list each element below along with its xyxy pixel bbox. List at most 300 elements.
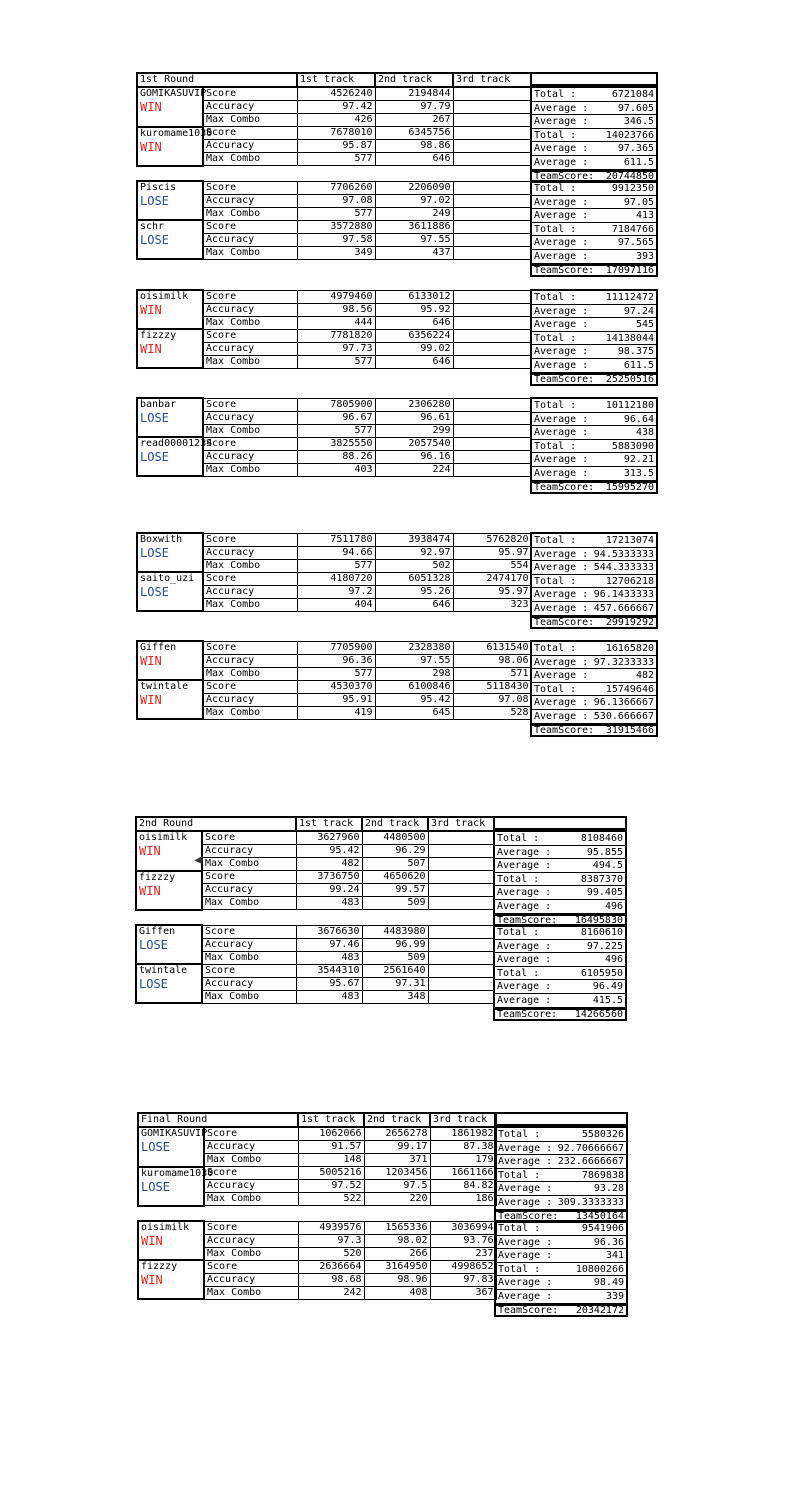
stat-value: 2206090 [375,181,453,194]
stat-value: 98.02 [364,1234,430,1247]
stat-value: 577 [297,153,375,166]
stat-label: Score [204,1127,298,1141]
player-name: fizzzy [140,330,177,341]
stat-label: Max Combo [203,355,297,368]
stat-value: 6356224 [375,329,453,342]
team-table [136,397,532,477]
stat-label: Accuracy [203,101,297,114]
table-row [137,329,531,342]
summary-value: 99.405 [586,887,623,899]
stat-value: 96.67 [297,411,375,424]
player-name: GOMIKASUVIP [140,88,207,99]
summary-row [532,710,656,724]
stat-value: 98.68 [298,1273,364,1286]
table-row [137,290,531,303]
team-table [137,1220,497,1300]
stat-value [453,437,531,450]
stat-label: Accuracy [204,1180,298,1193]
summary-row [532,588,656,602]
table-row [136,871,494,884]
table-row [138,1260,496,1273]
result-badge: WIN [140,342,162,356]
stat-value: 6133012 [375,290,453,303]
team-score-label: TeamScore: [534,724,595,736]
summary-row [532,467,656,481]
stat-label: Score [203,572,297,585]
stat-value: 4939576 [298,1221,364,1234]
stat-value: 426 [297,114,375,127]
player-name: oisimilk [140,291,189,302]
summary-row [496,1249,626,1263]
summary-value: 346.5 [623,116,654,128]
result-badge: WIN [141,1234,163,1248]
summary-label: Average : [497,981,552,993]
stat-label: Score [203,181,297,194]
team-score-box [493,1007,627,1021]
summary-header [493,816,627,830]
team-table [136,532,532,612]
summary-value: 309.3333333 [557,1196,624,1208]
summary-row [495,967,625,981]
player-name: oisimilk [139,832,188,843]
stat-value: 4483980 [362,925,428,938]
stat-value: 2561640 [362,964,428,977]
stat-value: 95.97 [453,585,531,598]
stat-value: 87.38 [430,1141,496,1154]
summary-label: Total : [534,129,577,141]
track-header: 1st track [297,73,375,87]
stat-value: 7805900 [297,398,375,411]
summary-value: 530.666667 [593,710,654,722]
result-badge: LOSE [141,1140,170,1154]
stat-value: 249 [375,207,453,220]
stat-label: Max Combo [203,598,297,611]
stat-label: Score [204,1167,298,1180]
stat-value: 95.42 [375,693,453,706]
summary-value: 97.365 [617,143,654,155]
stat-label: Accuracy [202,977,296,990]
summary-row [532,318,656,332]
stat-label: Accuracy [203,303,297,316]
player-name: kuromame1030 [141,1167,214,1179]
stat-value: 95.91 [297,693,375,706]
summary-label: Average : [534,413,589,425]
summary-row [496,1128,626,1142]
summary-value: 496 [604,954,623,966]
stat-label: Accuracy [202,845,296,858]
stat-value [428,990,494,1003]
summary-row [532,602,656,616]
stat-value: 577 [297,355,375,368]
stat-value: 483 [296,897,362,910]
team-score-label: TeamScore: [534,373,595,385]
summary-value: 10112180 [605,400,654,411]
summary-row [496,1155,626,1169]
stat-label: Score [202,871,296,884]
stat-label: Score [204,1260,298,1273]
stat-value: 3036994 [430,1221,496,1234]
stat-value: 554 [453,559,531,572]
stat-label: Max Combo [203,207,297,220]
summary-label: Average : [534,210,589,222]
summary-label: Total : [534,440,577,452]
stat-value: 7781820 [297,329,375,342]
stat-label: Max Combo [203,667,297,680]
stat-value [453,207,531,220]
result-badge: LOSE [139,977,168,991]
summary-row [532,548,656,562]
stat-value: 97.08 [297,194,375,207]
stat-value: 242 [298,1286,364,1299]
summary-label: Total : [534,89,577,100]
summary-box [493,924,627,1010]
player-name: fizzzy [141,1261,178,1272]
round-title: Final Round [138,1113,298,1127]
summary-label: Average : [534,454,589,466]
summary-value: 16165820 [605,643,654,654]
player-cell [137,290,203,329]
stat-value [453,329,531,342]
stat-value: 97.55 [375,233,453,246]
summary-value: 11112472 [605,292,654,303]
stat-value: 645 [375,706,453,719]
summary-row [532,129,656,143]
player-name: twintale [139,965,188,976]
summary-row [495,926,625,940]
summary-value: 96.49 [592,981,623,993]
summary-value: 98.375 [617,346,654,358]
table-row [137,181,531,194]
stat-value: 99.17 [364,1141,430,1154]
stat-value: 98.86 [375,140,453,153]
summary-value: 413 [635,210,654,222]
summary-row [532,440,656,454]
summary-row [532,345,656,359]
summary-label: Average : [534,359,589,371]
summary-row [532,426,656,440]
summary-label: Average : [498,1156,553,1168]
stat-value: 96.29 [362,845,428,858]
stat-label: Accuracy [202,884,296,897]
stat-label: Score [203,87,297,101]
stat-value: 4979460 [297,290,375,303]
stat-label: Score [203,220,297,233]
summary-row [496,1236,626,1250]
stat-value: 646 [375,153,453,166]
summary-row [532,182,656,196]
stat-value [453,140,531,153]
summary-label: Total : [498,1263,541,1275]
player-name: Giffen [139,926,176,937]
team-score-value: 25250516 [605,373,654,385]
header-row [138,1113,496,1127]
team-block [136,72,532,167]
stat-value: 483 [296,990,362,1003]
team-score-value: 31915466 [605,724,654,736]
stat-value: 403 [297,463,375,476]
track-header: 2nd track [362,817,428,831]
stat-label: Accuracy [204,1234,298,1247]
stat-value [428,938,494,951]
summary-value: 9912350 [611,183,654,194]
summary-label: Average : [534,548,589,560]
table-row [137,572,531,585]
stat-value: 1661166 [430,1167,496,1180]
stat-value: 7678010 [297,127,375,140]
stat-value: 482 [296,858,362,871]
track-header: 2nd track [364,1113,430,1127]
stat-label: Max Combo [203,424,297,437]
stat-value: 95.97 [453,546,531,559]
player-name: twintale [140,681,189,692]
stat-value: 98.06 [453,654,531,667]
stat-value: 437 [375,246,453,259]
summary-row [496,1196,626,1210]
summary-value: 6721084 [611,89,654,100]
stat-label: Accuracy [203,194,297,207]
stat-label: Score [203,290,297,303]
player-name: saito_uzi [140,573,195,584]
team-block [136,640,532,720]
team-score-value: 13450164 [575,1210,624,1222]
stat-value [453,463,531,476]
stat-label: Max Combo [203,114,297,127]
summary-label: Total : [534,683,577,695]
result-badge: LOSE [141,1179,170,1194]
stat-value: 98.56 [297,303,375,316]
result-badge: LOSE [140,233,169,247]
summary-box [493,830,627,916]
result-badge: WIN [141,1273,163,1287]
summary-label: Average : [497,846,552,858]
header-row [136,817,494,831]
stat-value: 97.5 [364,1180,430,1193]
summary-box [530,180,658,266]
player-name: Piscis [140,182,177,193]
stat-label: Accuracy [203,654,297,667]
player-name: read00001234 [140,438,213,449]
player-cell [137,329,203,368]
track-header: 1st track [298,1113,364,1127]
summary-label: Total : [534,332,577,344]
stat-value: 509 [362,897,428,910]
summary-value: 14023766 [605,129,654,141]
summary-label: Average : [534,670,589,682]
stat-label: Max Combo [202,990,296,1003]
summary-header [530,72,658,86]
stat-value [428,884,494,897]
player-cell [138,1167,214,1206]
summary-row [532,291,656,305]
summary-label: Average : [534,346,589,358]
stat-value: 92.97 [375,546,453,559]
stat-value: 502 [375,559,453,572]
stat-label: Accuracy [203,585,297,598]
stat-value: 99.24 [296,884,362,897]
round-title: 2nd Round [136,817,296,831]
player-cell [137,641,203,680]
stat-label: Max Combo [204,1154,298,1167]
result-badge: LOSE [140,546,169,560]
stat-value [453,101,531,114]
summary-label: Average : [534,143,589,155]
player-name: oisimilk [141,1222,190,1233]
player-cell [138,1260,204,1299]
stat-value: 267 [375,114,453,127]
round-title: 1st Round [137,73,297,87]
stat-value: 520 [298,1247,364,1260]
summary-value: 6105950 [580,967,623,979]
table-row [137,641,531,654]
stat-value: 483 [296,951,362,964]
track-header: 3rd track [428,817,494,831]
summary-label: Average : [497,994,552,1006]
table-row [137,127,531,140]
summary-value: 496 [604,900,623,912]
result-badge: WIN [140,303,162,317]
stat-value: 2636664 [298,1260,364,1273]
player-name: schr [140,221,165,232]
team-score-label: TeamScore: [534,481,595,493]
summary-label: Average : [498,1290,553,1302]
stat-value: 148 [298,1154,364,1167]
stat-value: 4530370 [297,680,375,693]
stat-value [453,411,531,424]
stat-value: 2474170 [453,572,531,585]
team-table [136,72,532,167]
summary-label: Total : [497,927,540,938]
player-cell [137,533,203,572]
stat-value [428,951,494,964]
team-score-box [530,263,658,277]
team-score-value: 17097116 [605,264,654,276]
stat-value: 179 [430,1154,496,1167]
summary-value: 393 [635,250,654,262]
summary-value: 96.36 [593,1236,624,1248]
summary-row [495,846,625,860]
player-cell [136,925,202,964]
stat-value: 3825550 [297,437,375,450]
result-badge: LOSE [140,194,169,208]
stat-value: 237 [430,1247,496,1260]
stat-value [453,355,531,368]
summary-value: 611.5 [623,359,654,371]
stat-value [453,233,531,246]
summary-value: 8160610 [580,927,623,938]
stat-value: 528 [453,706,531,719]
stat-value [428,977,494,990]
result-badge: WIN [140,100,162,114]
summary-value: 96.64 [623,413,654,425]
summary-row [495,900,625,914]
summary-value: 8108460 [580,833,623,844]
summary-row [532,359,656,373]
summary-label: Average : [534,196,589,208]
stat-value: 577 [297,559,375,572]
summary-value: 7869838 [581,1169,624,1181]
stat-value: 97.73 [297,342,375,355]
summary-row [495,994,625,1008]
stat-value: 97.31 [362,977,428,990]
team-score-box [530,615,658,629]
summary-row [495,859,625,873]
summary-row [532,88,656,102]
stat-label: Accuracy [203,342,297,355]
team-block [136,532,532,612]
summary-row [532,196,656,210]
summary-row [496,1169,626,1183]
stat-value: 266 [364,1247,430,1260]
stat-value: 6345756 [375,127,453,140]
stat-value [428,831,494,845]
summary-value: 15749646 [605,683,654,695]
stat-value: 349 [297,246,375,259]
team-score-value: 16495830 [574,914,623,926]
team-table [135,816,495,911]
summary-label: Average : [497,940,552,952]
table-row [136,831,494,845]
stat-value: 577 [297,424,375,437]
summary-row [532,142,656,156]
team-block [135,924,495,1004]
stat-value: 224 [375,463,453,476]
stat-label: Max Combo [203,706,297,719]
summary-box [530,397,658,483]
stat-label: Accuracy [203,450,297,463]
stat-value: 96.36 [297,654,375,667]
summary-label: Average : [534,710,589,722]
stat-value: 5005216 [298,1167,364,1180]
stat-value: 2194844 [375,87,453,101]
player-name: banbar [140,399,177,410]
stat-value: 507 [362,858,428,871]
team-score-label: TeamScore: [498,1210,559,1222]
summary-label: Average : [534,250,589,262]
stat-value: 97.3 [298,1234,364,1247]
summary-label: Average : [497,860,552,872]
team-score-box [530,480,658,494]
stat-label: Score [202,925,296,938]
summary-value: 457.666667 [593,602,654,614]
summary-value: 12706218 [605,575,654,587]
player-name: fizzzy [139,871,176,883]
summary-label: Average : [534,656,589,668]
team-score-label: TeamScore: [498,1304,559,1316]
summary-value: 5883090 [611,440,654,452]
stat-value: 3938474 [375,533,453,546]
summary-value: 97.24 [623,305,654,317]
stat-value: 3611886 [375,220,453,233]
stat-value [453,342,531,355]
stat-label: Accuracy [203,693,297,706]
summary-label: Total : [497,833,540,844]
stat-label: Score [202,831,296,845]
summary-row [495,886,625,900]
stat-label: Max Combo [204,1247,298,1260]
stat-value [453,181,531,194]
result-badge: WIN [140,654,162,668]
stat-value: 7706260 [297,181,375,194]
summary-value: 92.70666667 [557,1142,624,1154]
stat-value: 4480500 [362,831,428,845]
stat-value: 646 [375,598,453,611]
stat-value: 323 [453,598,531,611]
result-badge: WIN [140,139,162,154]
summary-label: Average : [534,427,589,439]
result-badge: WIN [139,844,161,858]
team-table [137,1112,497,1207]
stat-label: Score [203,398,297,411]
